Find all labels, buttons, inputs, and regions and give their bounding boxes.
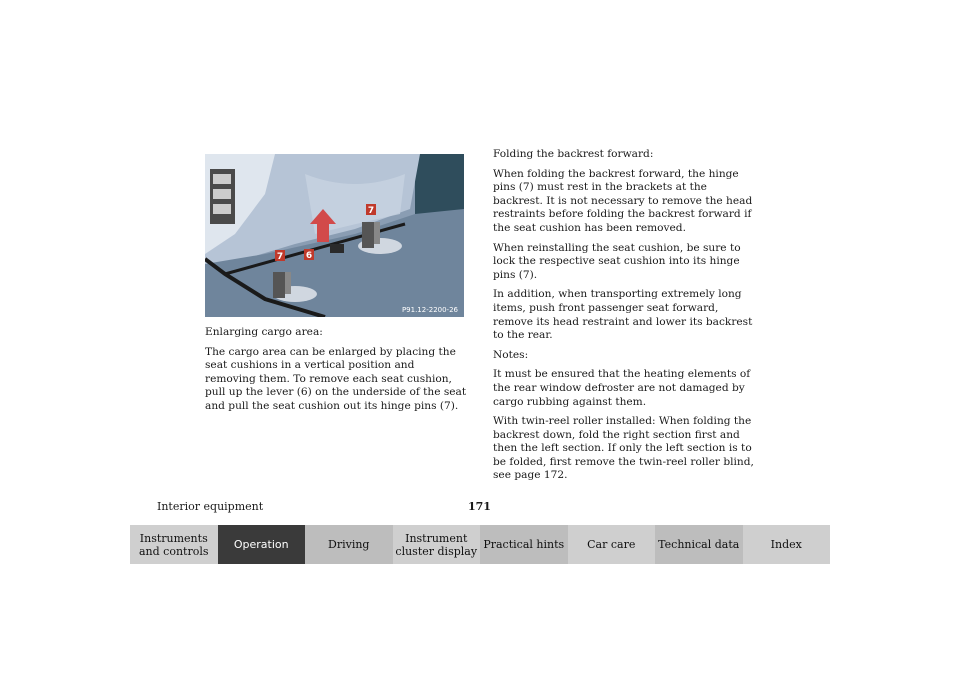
right-column <box>493 148 758 489</box>
tab-car-care[interactable]: Car care <box>568 525 656 564</box>
tab-instruments-and-controls[interactable]: Instruments and controls <box>130 525 218 564</box>
right-paragraph: With twin-reel roller installed: When folding the backrest down, fold the right section first and then the left section. If only the left section is to be folded, first remove the twin-reel roller blind, see page 172. <box>493 415 754 482</box>
callout-7-left: 7 <box>276 252 284 262</box>
right-paragraph: When folding the backrest forward, the hinge pins (7) must rest in the brackets at the backrest. It is not necessary to remove the head restraints before folding the backrest forward if the seat cushion has been removed. <box>493 167 753 234</box>
right-heading: Folding the backrest forward: <box>493 148 654 160</box>
tab-index[interactable]: Index <box>743 525 831 564</box>
tab-driving[interactable]: Driving <box>305 525 393 564</box>
seat-illustration <box>205 154 464 317</box>
page-number: 171 <box>468 500 491 513</box>
right-paragraph: In addition, when transporting extremely long items, push front passenger seat forward, remove its head restraint and lower its backrest to the rear. <box>493 288 753 342</box>
notes-heading: Notes: <box>493 348 529 361</box>
tab-instrument-cluster-display[interactable]: Instrument cluster display <box>393 525 481 564</box>
chapter-tabs <box>130 525 830 564</box>
right-paragraph: When reinstalling the seat cushion, be sure to lock the respective seat cushion into its hinge pins (7). <box>493 241 741 281</box>
right-paragraph: It must be ensured that the heating elements of the rear window defroster are not damaged by cargo rubbing against them. <box>493 368 751 408</box>
tab-operation[interactable]: Operation <box>218 525 306 564</box>
figure-reference: P91.12-2200-26 <box>401 306 458 314</box>
left-body: The cargo area can be enlarged by placing the seat cushions in a vertical position and removing them. To remove each seat cushion, pull up the lever (6) on the underside of the seat and pull the seat cushion out its hinge pins (7). <box>205 345 467 412</box>
tab-technical-data[interactable]: Technical data <box>655 525 743 564</box>
left-heading: Enlarging cargo area: <box>205 326 323 338</box>
section-title: Interior equipment <box>157 500 264 513</box>
tab-practical-hints[interactable]: Practical hints <box>480 525 568 564</box>
callout-7-right: 7 <box>367 206 375 216</box>
left-column <box>205 326 467 420</box>
callout-6: 6 <box>305 251 313 261</box>
